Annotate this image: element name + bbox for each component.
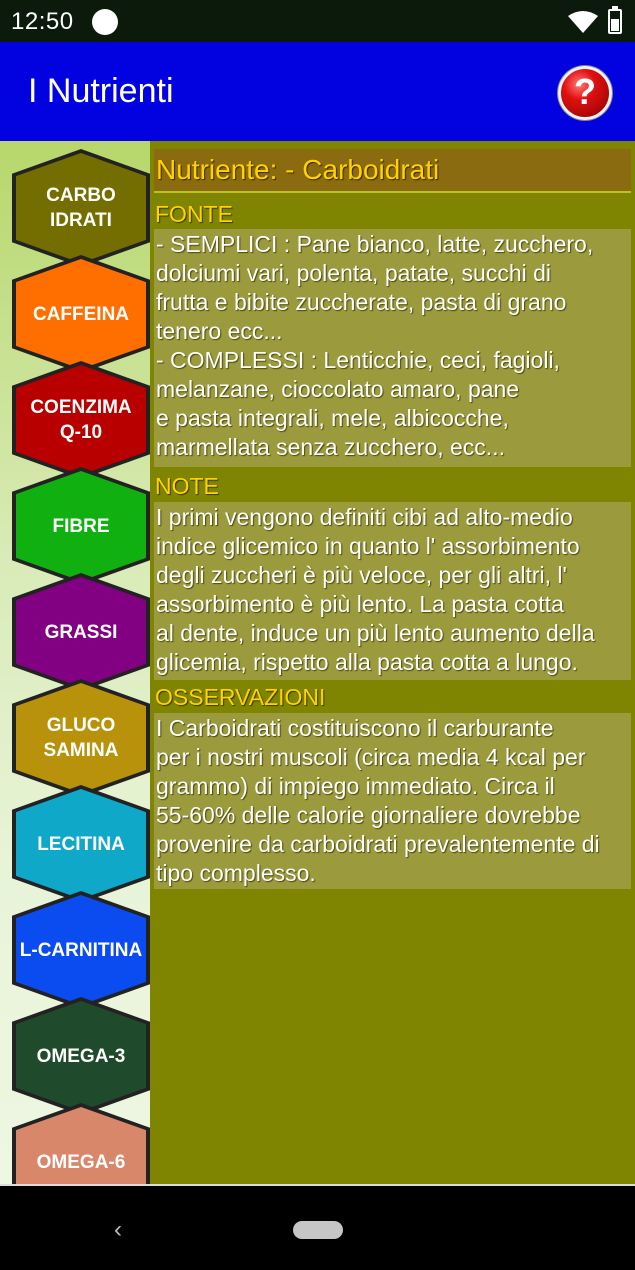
nutrient-title: Nutriente: - Carboidrati <box>156 154 440 185</box>
notification-dot-icon <box>92 9 118 35</box>
wifi-icon <box>568 11 598 33</box>
sidebar-item-label: GRASSI <box>44 621 118 643</box>
sidebar-item-lecitina[interactable] <box>12 785 150 903</box>
nutrient-detail <box>150 141 635 1184</box>
sidebar-item-label: COENZIMA Q-10 <box>30 397 132 443</box>
sidebar-item-label: CARBO IDRATI <box>46 185 116 231</box>
sidebar-item-label: OMEGA-3 <box>36 1045 126 1067</box>
sidebar-item-label: L-CARNITINA <box>19 939 143 961</box>
content-area <box>0 141 635 1184</box>
battery-icon <box>608 9 622 34</box>
nutrient-header <box>154 149 631 193</box>
status-time: 12:50 <box>11 8 74 35</box>
note-text: I primi vengono definiti cibi ad alto-medio indice glicemico in quanto l' assorbimento degli zuccheri è più veloce, per gli altri, l' assorbimento è più lento. La pasta cotta al dente, induce un più lento aumento della glicemia, rispetto alla pasta cotta a lungo. <box>154 502 631 680</box>
sidebar-item-grassi[interactable] <box>12 573 150 691</box>
fonte-text: - SEMPLICI : Pane bianco, latte, zucchero, dolciumi vari, polenta, patate, succhi di frutta e bibite zuccherate, pasta di grano tenero ecc... - COMPLESSI : Lenticchie, ceci, fagioli, melanzane, cioccolato amaro, pane e pasta integrali, mele, albicocche, marmellata senza zucchero, ecc... <box>154 229 631 467</box>
note-label: NOTE <box>155 473 219 499</box>
sidebar-item-label: FIBRE <box>52 515 110 537</box>
sidebar-item-carboidrati[interactable] <box>12 149 150 267</box>
sidebar-item-label: CAFFEINA <box>32 303 130 325</box>
sidebar-item-label: LECITINA <box>37 833 125 855</box>
sidebar-item-fibre[interactable] <box>12 467 150 585</box>
status-bar <box>0 0 635 42</box>
osservazioni-label: OSSERVAZIONI <box>155 684 326 710</box>
home-pill-icon[interactable] <box>293 1221 343 1239</box>
help-button[interactable]: ? <box>558 66 612 120</box>
sidebar-item-coenzima[interactable] <box>12 361 150 479</box>
sidebar-item-omega-3[interactable] <box>12 997 150 1115</box>
back-icon[interactable]: ‹ <box>114 1216 122 1243</box>
app-title: I Nutrienti <box>28 72 174 110</box>
sidebar-item-glucosamina[interactable] <box>12 679 150 797</box>
osservazioni-text: I Carboidrati costituiscono il carburante per i nostri muscoli (circa media 4 kcal per grammo) di impiego immediato. Circa il 55-60% delle calorie giornaliere dovrebbe provenire da carboidrati prevalentemente di tipo complesso. <box>154 713 631 889</box>
sidebar-item-caffeina[interactable] <box>12 255 150 373</box>
sidebar-item-omega-6[interactable] <box>12 1103 150 1184</box>
nutrient-sidebar <box>0 141 150 1184</box>
sidebar-item-label: GLUCO SAMINA <box>43 715 119 761</box>
app-bar <box>0 42 635 141</box>
fonte-label: FONTE <box>155 201 233 227</box>
sidebar-item-l-carnitina[interactable] <box>12 891 150 1009</box>
sidebar-item-label: OMEGA-6 <box>36 1151 126 1173</box>
navigation-bar <box>0 1184 635 1270</box>
